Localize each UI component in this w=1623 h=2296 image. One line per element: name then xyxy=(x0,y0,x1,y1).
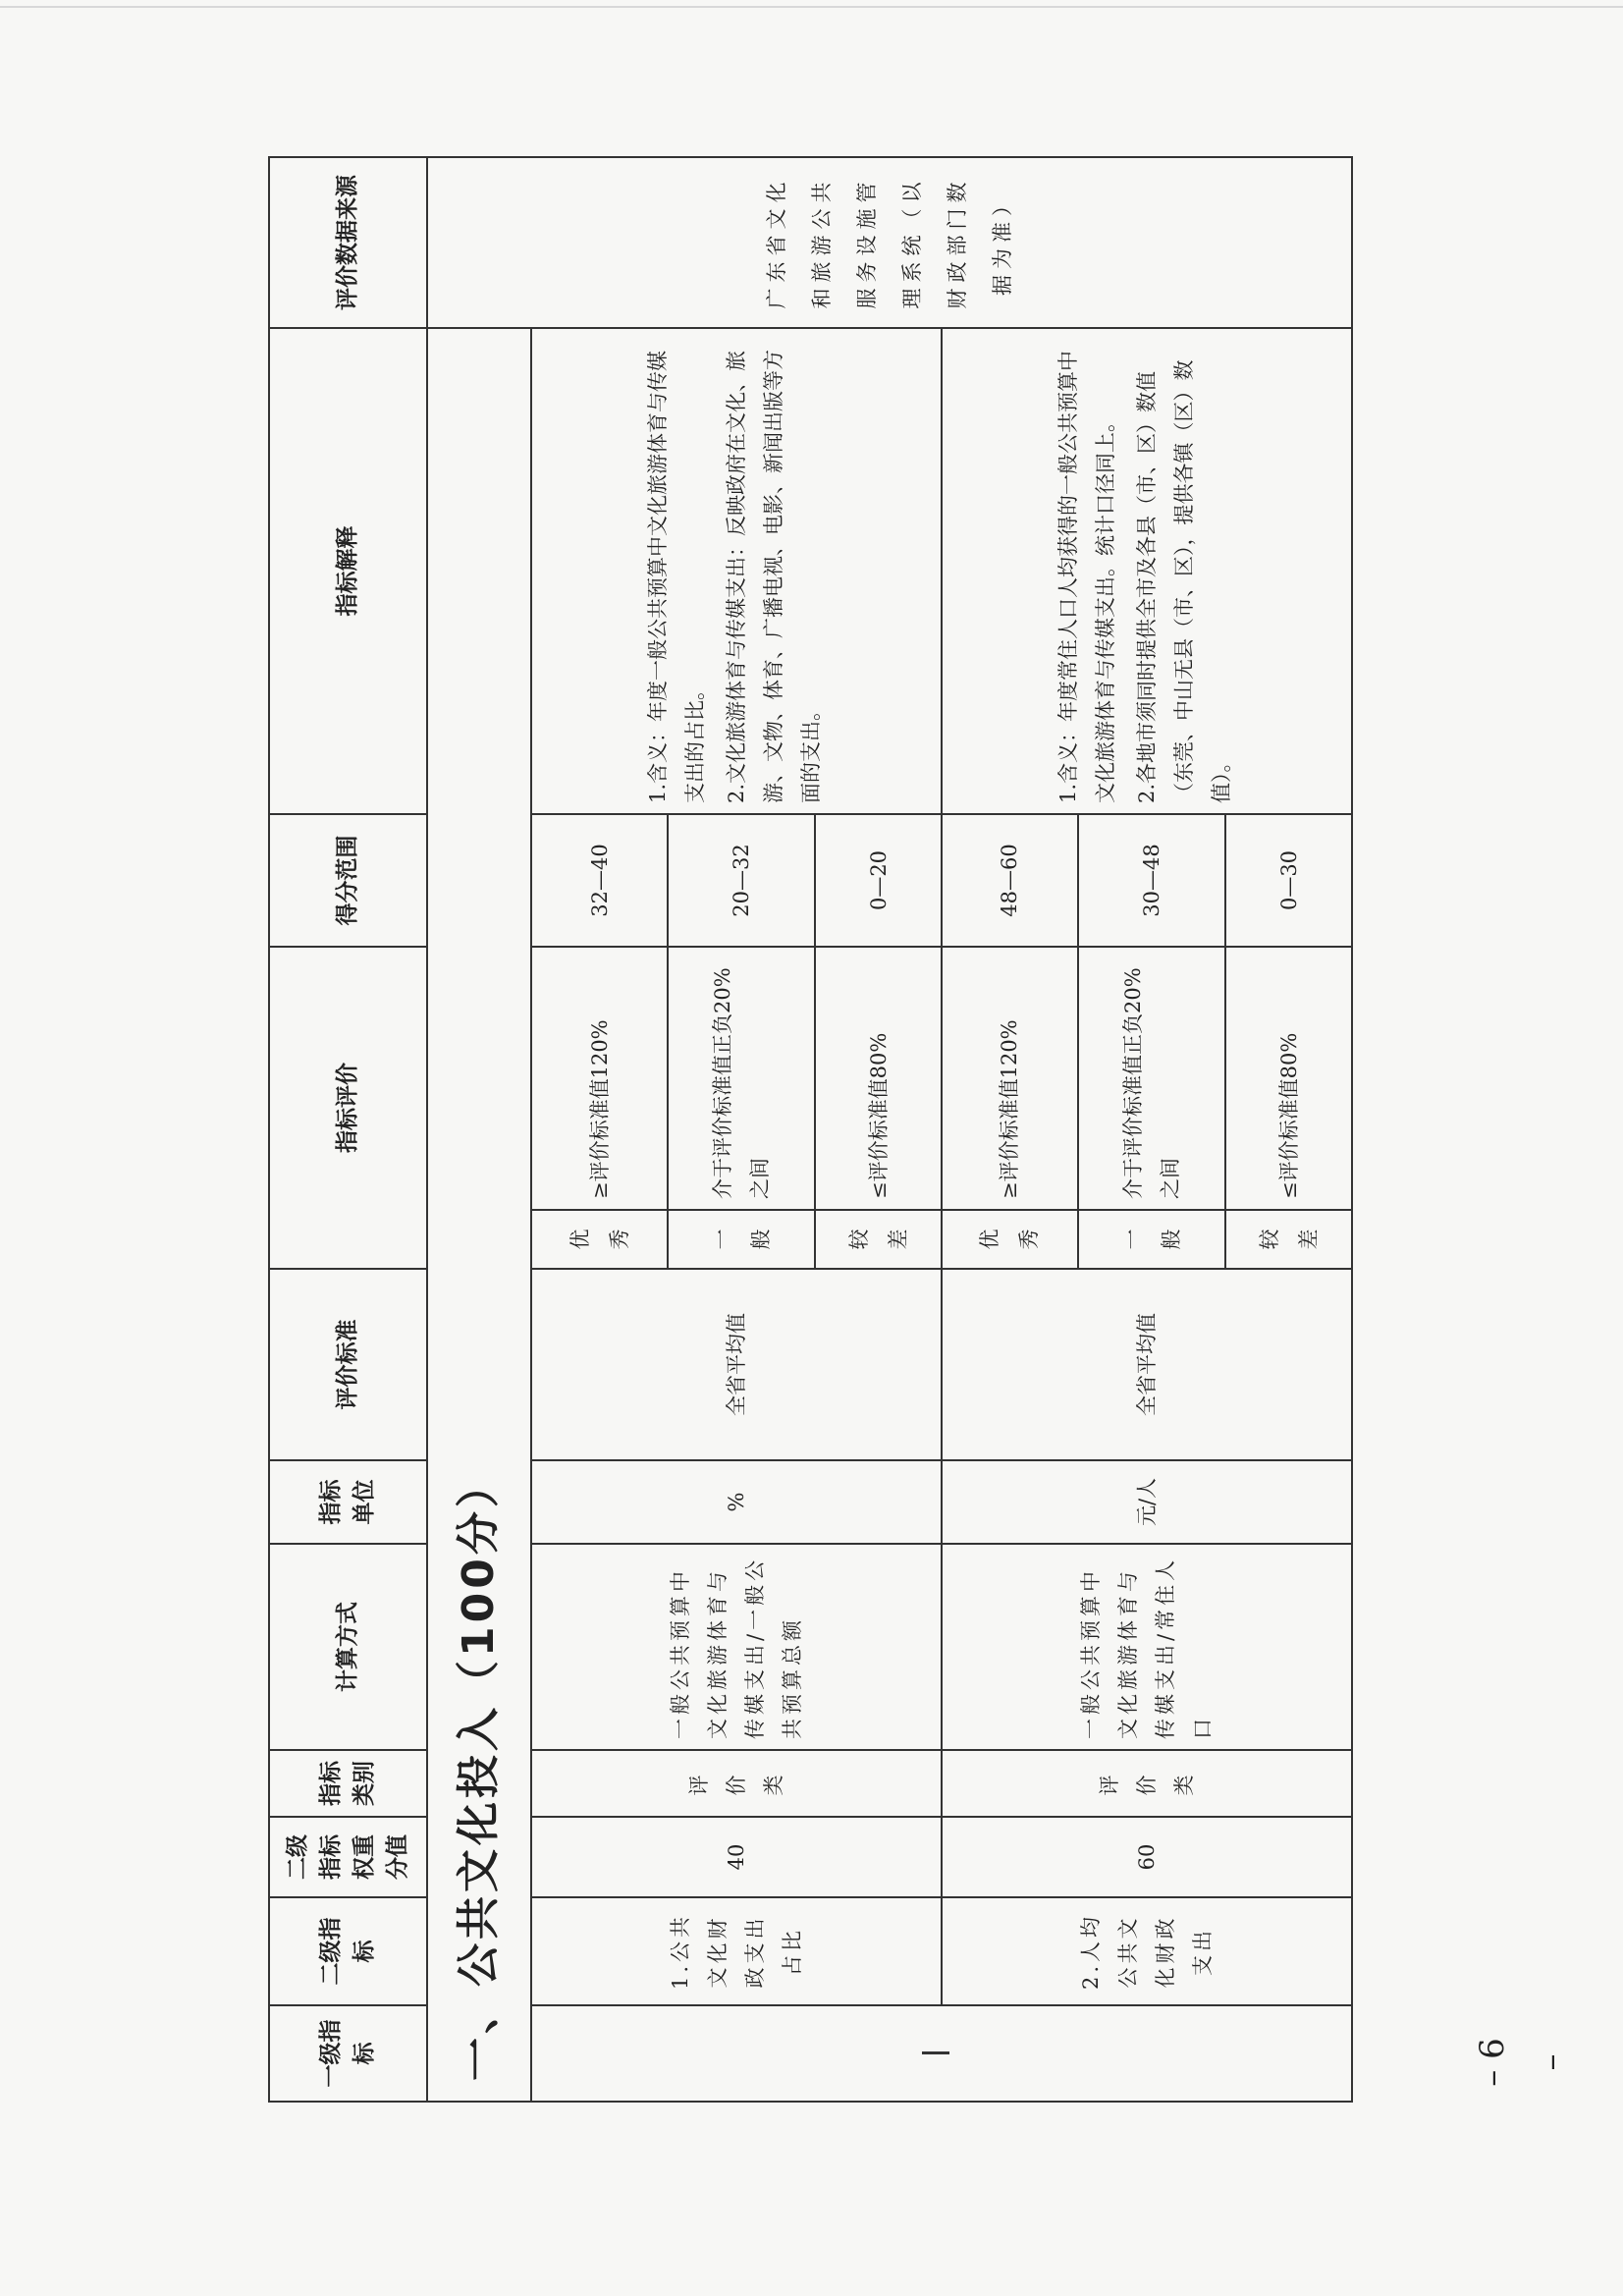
level1-cell xyxy=(531,2005,1352,2102)
page-number: – 6 – xyxy=(1473,2038,1571,2087)
indicator-2-grade-excellent-level: 优秀 xyxy=(942,1210,1078,1269)
indicator-1-grade-poor-score: 0—20 xyxy=(815,814,942,947)
indicator-2-unit: 元/人 xyxy=(942,1460,1352,1544)
header-score: 得分范围 xyxy=(269,814,427,947)
header-standard: 评价标准 xyxy=(269,1269,427,1460)
section-title: 一、公共文化投入（100分） xyxy=(427,328,531,2102)
indicator-2-row-excellent xyxy=(942,157,1078,2102)
header-level1: 一级指标 xyxy=(269,2005,427,2102)
indicator-2-grade-average-level: 一般 xyxy=(1078,1210,1226,1269)
indicator-1-grade-poor-criteria: ≤评价标准值80% xyxy=(815,947,942,1210)
indicator-1-row-excellent xyxy=(531,157,668,2102)
header-explanation: 指标解释 xyxy=(269,328,427,814)
indicator-2-grade-average-criteria: 介于评价标准值正负20%之间 xyxy=(1078,947,1226,1210)
data-source: 广东省文化和旅游公共服务设施管理系统（以财政部门数据为准） xyxy=(427,157,1352,328)
indicator-2-weight: 60 xyxy=(942,1817,1352,1897)
indicator-2-grade-poor-level: 较差 xyxy=(1225,1210,1352,1269)
header-source: 评价数据来源 xyxy=(269,157,427,328)
indicator-2-standard: 全省平均值 xyxy=(942,1269,1352,1460)
section-row xyxy=(427,157,531,2102)
indicator-1-grade-average-level: 一般 xyxy=(668,1210,816,1269)
indicator-2-grade-poor-criteria: ≤评价标准值80% xyxy=(1225,947,1352,1210)
indicator-1-grade-average-criteria: 介于评价标准值正负20%之间 xyxy=(668,947,816,1210)
indicator-2-name: 2.人均公共文化财政支出 xyxy=(942,1897,1352,2005)
header-row xyxy=(269,157,427,2102)
indicator-1-explanation-2: 2.文化旅游体育与传媒支出：反映政府在文化、旅游、文物、体育、广播电视、电影、新闻出版等方面的支出。 xyxy=(725,350,824,803)
header-evaluation: 指标评价 xyxy=(269,947,427,1269)
indicator-2-explanation-1: 1.含义：年度常住人口人均获得的一般公共预算中文化旅游体育与传媒支出。统计口径同上。 xyxy=(1056,350,1118,803)
indicator-1-weight: 40 xyxy=(531,1817,942,1897)
indicator-2-explanation-2: 2.各地市须同时提供全市及各县（市、区）数值（东莞、中山无县（市、区），提供各镇（区）数值）。 xyxy=(1135,359,1234,803)
evaluation-table xyxy=(268,156,1353,2103)
indicator-1-explanation xyxy=(531,328,942,814)
indicator-2-grade-excellent-score: 48—60 xyxy=(942,814,1078,947)
header-type: 指标类别 xyxy=(269,1750,427,1817)
indicator-1-unit: % xyxy=(531,1460,942,1544)
indicator-1-grade-excellent-criteria: ≥评价标准值120% xyxy=(531,947,668,1210)
header-unit: 指标单位 xyxy=(269,1460,427,1544)
indicator-1-explanation-1: 1.含义：年度一般公共预算中文化旅游体育与传媒支出的占比。 xyxy=(646,350,708,803)
indicator-1-grade-poor-level: 较差 xyxy=(815,1210,942,1269)
indicator-2-explanation xyxy=(942,328,1352,814)
top-scan-edge xyxy=(0,6,1623,8)
indicator-2-grade-average-score: 30—48 xyxy=(1078,814,1226,947)
indicator-1-grade-excellent-score: 32—40 xyxy=(531,814,668,947)
indicator-1-name: 1.公共文化财政支出占比 xyxy=(531,1897,942,2005)
indicator-2-grade-excellent-criteria: ≥评价标准值120% xyxy=(942,947,1078,1210)
indicator-1-grade-average-score: 20—32 xyxy=(668,814,816,947)
indicator-1-grade-excellent-level: 优秀 xyxy=(531,1210,668,1269)
indicator-2-type: 评价类 xyxy=(942,1750,1352,1817)
indicator-1-standard: 全省平均值 xyxy=(531,1269,942,1460)
indicator-1-calc: 一般公共预算中文化旅游体育与传媒支出/一般公共预算总额 xyxy=(531,1544,942,1750)
header-level2: 二级指标 xyxy=(269,1897,427,2005)
header-calc: 计算方式 xyxy=(269,1544,427,1750)
rotated-table-container xyxy=(268,158,1353,2103)
header-weight: 二级指标权重分值 xyxy=(269,1817,427,1897)
indicator-1-type: 评价类 xyxy=(531,1750,942,1817)
indicator-2-calc: 一般公共预算中文化旅游体育与传媒支出/常住人口 xyxy=(942,1544,1352,1750)
indicator-2-grade-poor-score: 0—30 xyxy=(1225,814,1352,947)
